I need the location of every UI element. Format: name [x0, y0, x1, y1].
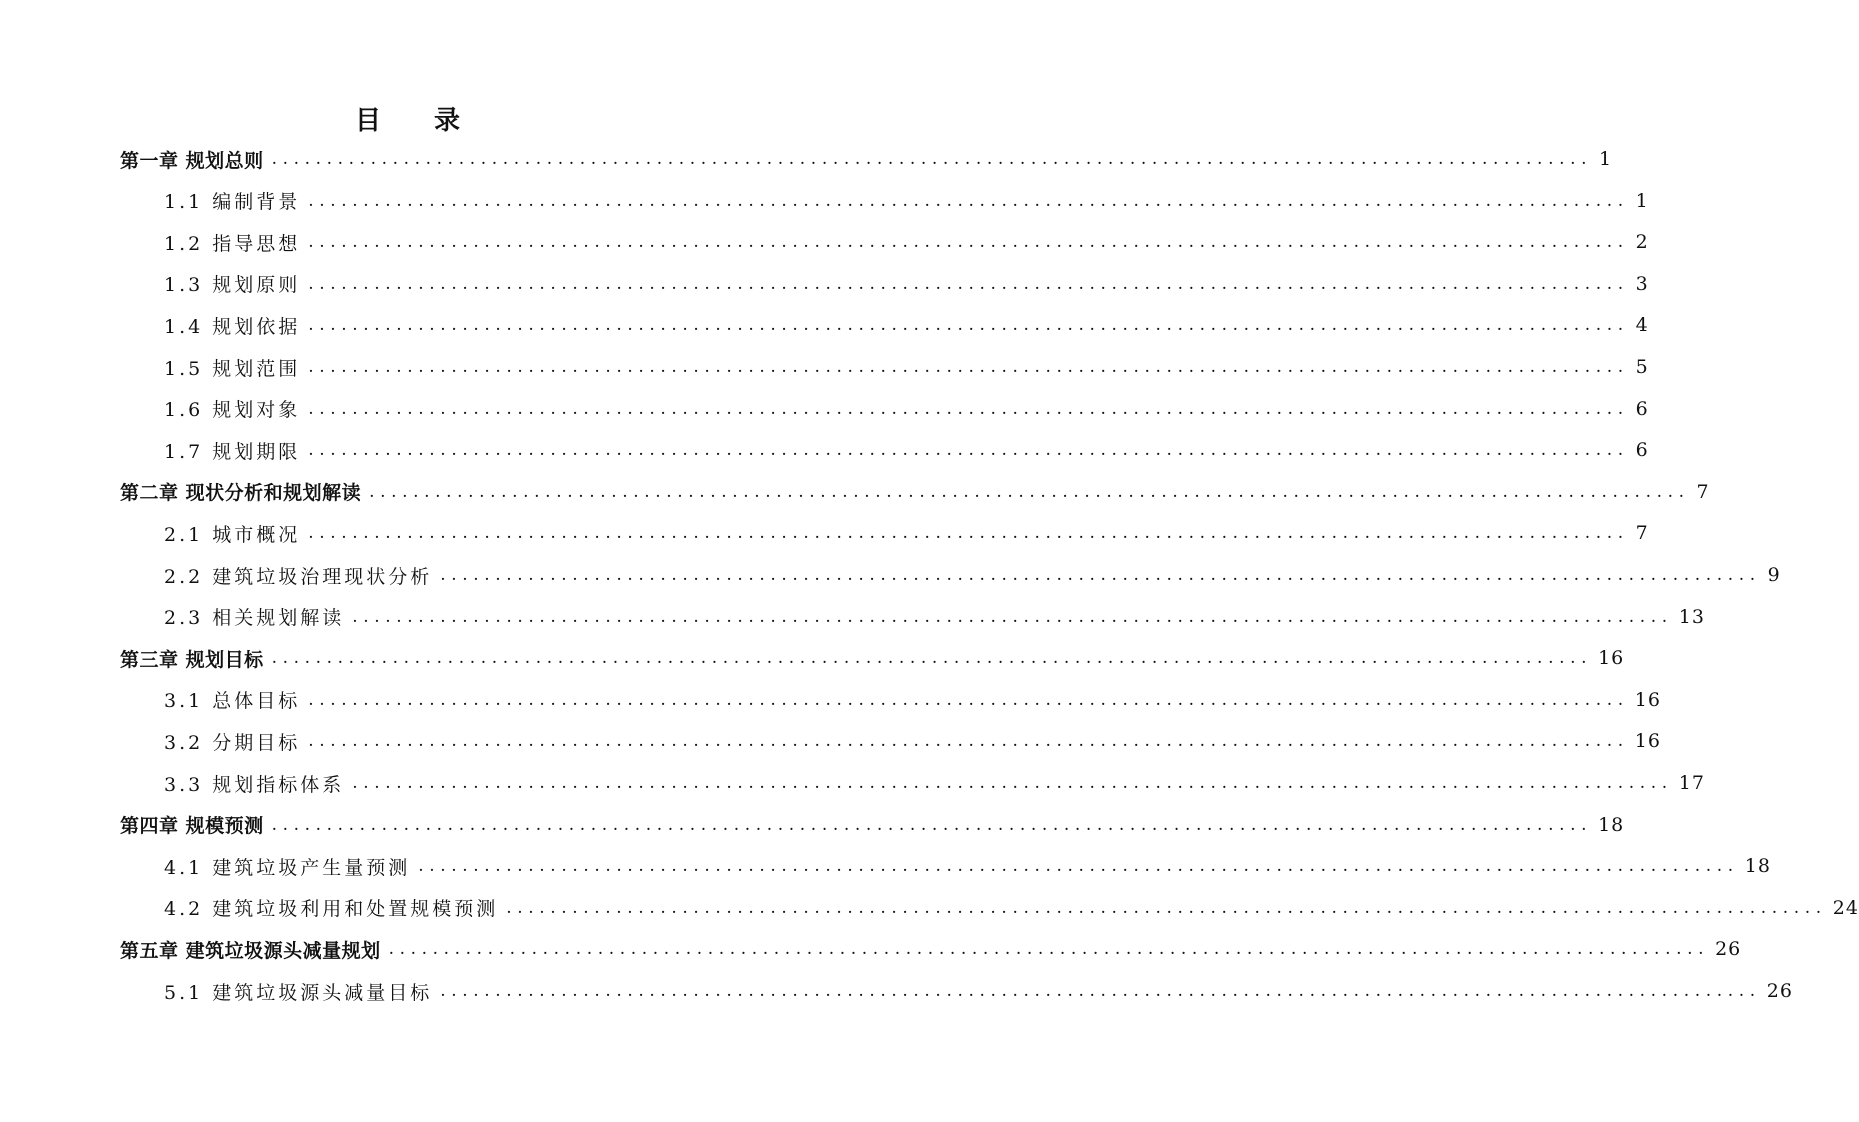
toc-section-entry[interactable]	[164, 227, 1649, 257]
toc-dot-leader: ........................................................................................................................	[271, 814, 1593, 835]
toc-entry-label: 1.4 规划依据	[164, 315, 301, 338]
toc-dot-leader: ........................................................................................................................	[308, 190, 1629, 211]
toc-entry-label: 4.2 建筑垃圾利用和处置规模预测	[164, 898, 499, 921]
toc-page-number: 16	[1634, 730, 1661, 753]
toc-page-number: 16	[1634, 688, 1661, 711]
toc-page-number: 6	[1635, 439, 1649, 462]
toc-page-number: 18	[1598, 813, 1625, 836]
toc-page-number: 3	[1635, 272, 1649, 295]
toc-dot-leader: ........................................................................................................................	[308, 398, 1629, 419]
toc-page-number: 24	[1832, 896, 1859, 919]
toc-chapter-entry[interactable]	[120, 643, 1625, 673]
toc-entry-label: 第二章 现状分析和规划解读	[120, 482, 362, 505]
toc-page-number: 16	[1598, 647, 1625, 670]
toc-chapter-entry[interactable]	[120, 810, 1625, 840]
toc-section-entry[interactable]	[164, 394, 1649, 424]
toc-dot-leader: ........................................................................................................................	[308, 273, 1629, 294]
toc-entry-label: 1.5 规划范围	[164, 357, 301, 380]
toc-dot-leader: ........................................................................................................................	[418, 856, 1739, 877]
toc-section-entry[interactable]	[164, 976, 1793, 1006]
toc-dot-leader: ........................................................................................................................	[308, 315, 1629, 336]
toc-page-number: 1	[1599, 148, 1613, 170]
toc-section-entry[interactable]	[164, 851, 1771, 881]
toc-page-number: 4	[1635, 314, 1649, 337]
toc-section-entry[interactable]	[164, 726, 1661, 756]
toc-dot-leader: ........................................................................................................................	[308, 357, 1629, 377]
toc-section-entry[interactable]	[164, 768, 1705, 798]
toc-section-entry[interactable]	[164, 560, 1781, 590]
toc-chapter-entry[interactable]	[120, 477, 1710, 507]
toc-page-number: 2	[1635, 231, 1649, 254]
toc-dot-leader: ........................................................................................................................	[369, 481, 1690, 502]
toc-entry-label: 3.2 分期目标	[164, 731, 301, 754]
toc-section-entry[interactable]	[164, 435, 1649, 465]
toc-page-number: 9	[1767, 564, 1781, 586]
toc-dot-leader: ........................................................................................................................	[308, 731, 1629, 752]
toc-entry-label: 1.2 指导思想	[164, 232, 301, 255]
toc-page-number: 26	[1715, 938, 1742, 961]
toc-entry-label: 1.3 规划原则	[164, 274, 301, 297]
toc-dot-leader: ........................................................................................................................	[308, 523, 1629, 544]
toc-entry-label: 2.2 建筑垃圾治理现状分析	[164, 565, 433, 588]
toc-entry-label: 第五章 建筑垃圾源头减量规划	[120, 939, 381, 962]
toc-dot-leader: ........................................................................................................................	[308, 689, 1629, 710]
toc-title: 目 录	[354, 106, 483, 136]
toc-section-entry[interactable]	[164, 310, 1649, 340]
toc-page-number: 13	[1678, 605, 1705, 628]
toc-section-entry[interactable]	[164, 685, 1661, 715]
toc-dot-leader: ........................................................................................................................	[440, 565, 1761, 585]
toc-entry-label: 第三章 规划目标	[120, 648, 264, 671]
toc-entry-label: 2.1 城市概况	[164, 523, 301, 546]
toc-chapter-entry[interactable]	[120, 934, 1742, 964]
toc-entry-label: 3.1 总体目标	[164, 690, 301, 713]
toc-entry-label: 3.3 规划指标体系	[164, 773, 345, 796]
toc-entry-label: 4.1 建筑垃圾产生量预测	[164, 856, 411, 879]
toc-entry-label: 1.6 规划对象	[164, 399, 301, 422]
toc-page-number: 26	[1766, 980, 1793, 1002]
toc-dot-leader: ........................................................................................................................	[271, 149, 1593, 169]
toc-entry-label: 2.3 相关规划解读	[164, 607, 345, 630]
toc-dot-leader: ........................................................................................................................	[352, 606, 1673, 627]
toc-section-entry[interactable]	[164, 518, 1649, 548]
toc-section-entry[interactable]	[164, 893, 1859, 923]
toc-page-number: 7	[1696, 480, 1710, 503]
toc-dot-leader: ........................................................................................................................	[440, 981, 1761, 1001]
toc-page-number: 7	[1635, 522, 1649, 545]
toc-dot-leader: ........................................................................................................................	[308, 232, 1629, 253]
toc-page-number: 1	[1635, 189, 1649, 212]
toc-page-number: 17	[1678, 772, 1705, 794]
toc-page-number: 18	[1744, 855, 1771, 878]
toc-entry-label: 5.1 建筑垃圾源头减量目标	[164, 981, 433, 1004]
toc-dot-leader: ........................................................................................................................	[388, 939, 1710, 960]
toc-entry-label: 1.1 编制背景	[164, 191, 301, 214]
toc-section-entry[interactable]	[164, 269, 1649, 299]
toc-entry-label: 第一章 规划总则	[120, 149, 264, 172]
toc-dot-leader: ........................................................................................................................	[271, 648, 1593, 669]
toc-dot-leader: ........................................................................................................................	[506, 897, 1827, 918]
toc-dot-leader: ........................................................................................................................	[352, 773, 1673, 793]
toc-chapter-entry[interactable]	[120, 144, 1613, 174]
toc-section-entry[interactable]	[164, 352, 1649, 382]
toc-section-entry[interactable]	[164, 186, 1649, 216]
toc-entry-label: 1.7 规划期限	[164, 440, 301, 463]
toc-section-entry[interactable]	[164, 602, 1705, 632]
toc-page-number: 6	[1635, 397, 1649, 420]
toc-page-number: 5	[1635, 356, 1649, 378]
toc-entry-label: 第四章 规模预测	[120, 815, 264, 838]
toc-dot-leader: ........................................................................................................................	[308, 440, 1629, 461]
